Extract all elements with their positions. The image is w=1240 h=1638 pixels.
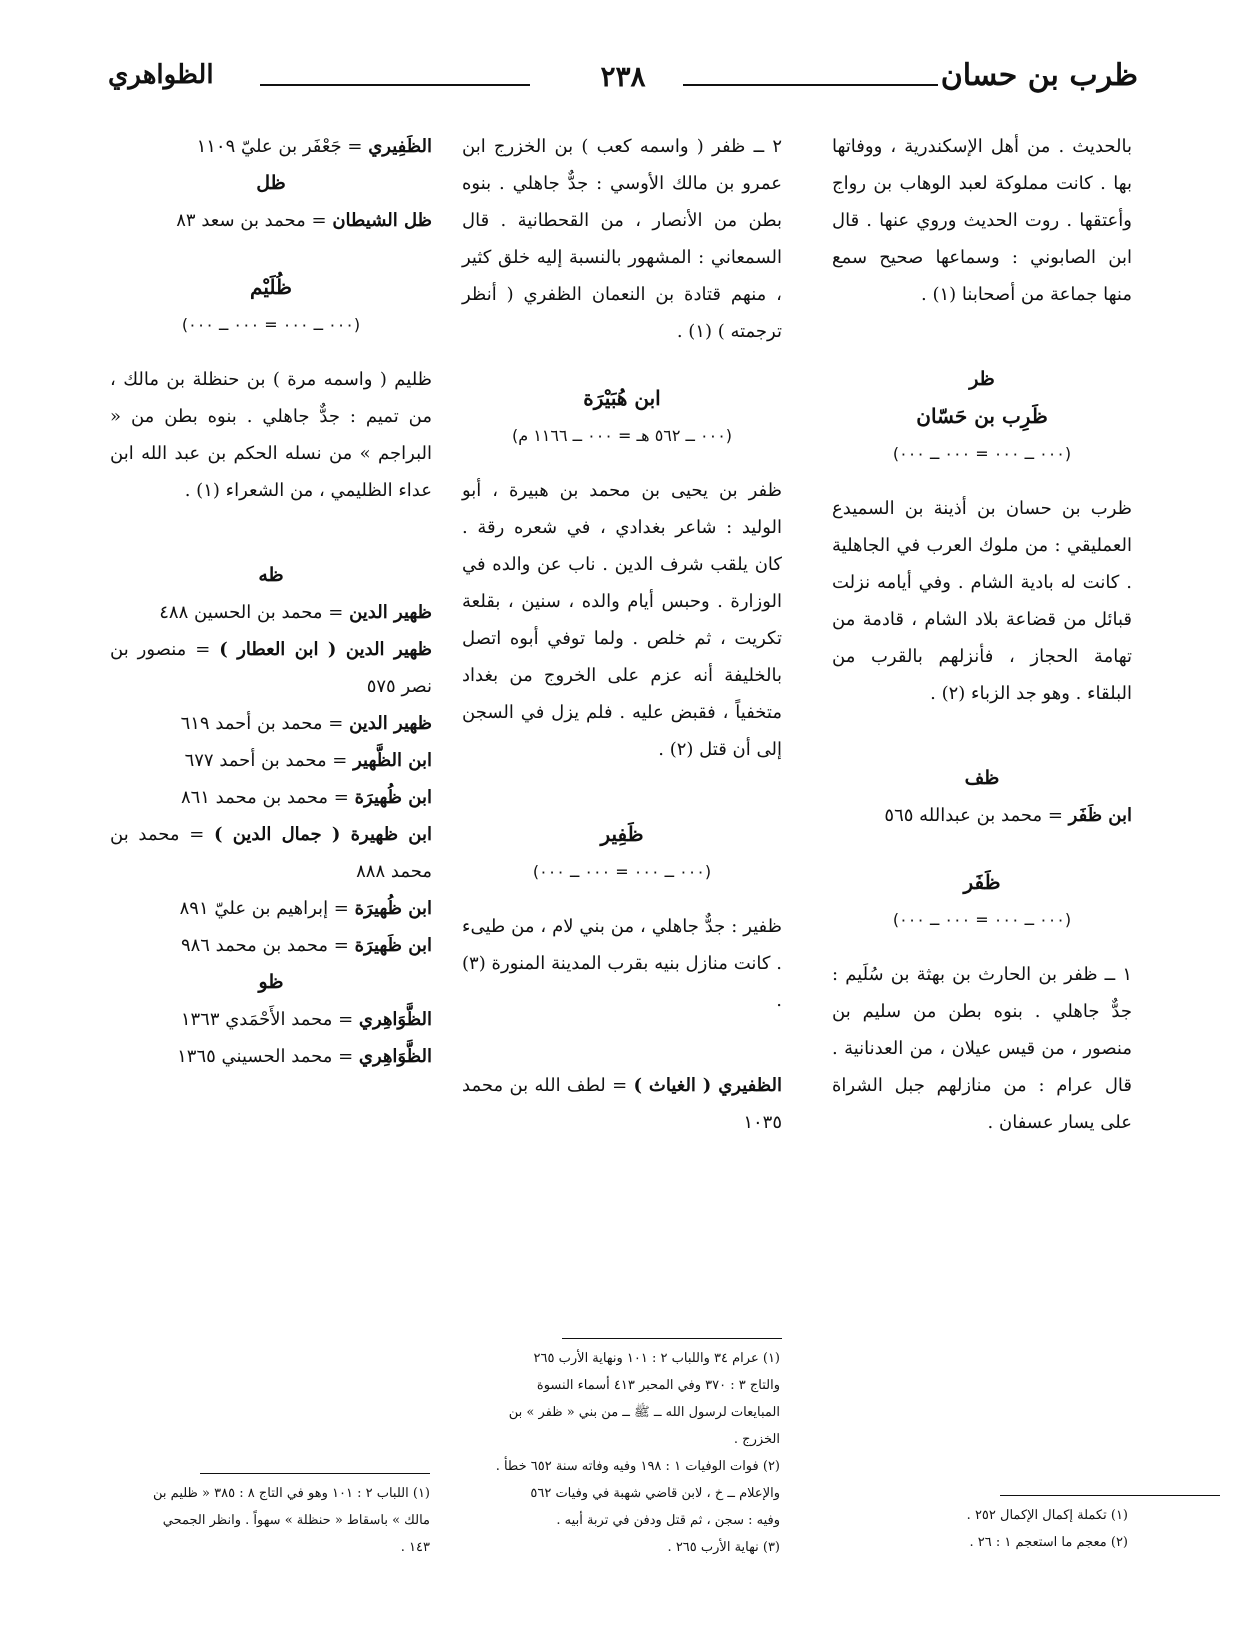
- index-entry: [110, 631, 432, 705]
- index-entry: [110, 705, 432, 742]
- index-head: الظَّوَاهِري: [358, 1009, 432, 1030]
- footnote: (٣) نهاية الأرب ٢٦٥ .: [667, 1540, 780, 1555]
- index-ref: = محمد بن أحمد ٦٧٧: [184, 750, 354, 771]
- entry-title: ابن هُبَيْرَة: [583, 386, 661, 410]
- footnotes-left: [108, 1480, 430, 1561]
- footnote: وفيه : سجن ، ثم قتل ودفن في تربة أبيه .: [556, 1513, 780, 1528]
- index-head: ابن ظَفَر: [1068, 805, 1132, 826]
- index-head: الظَّوَاهِري: [358, 1046, 432, 1067]
- index-ref: = جَعْفَر بن عليّ ١١٠٩: [196, 136, 369, 157]
- letter-heading: ظل: [256, 172, 286, 194]
- entry-dates: (٠٠٠ ــ ٥٦٢ هـ = ٠٠٠ ــ ١١٦٦ م): [511, 426, 733, 445]
- letter-heading: ظو: [258, 971, 284, 993]
- header-rule-left: [260, 84, 530, 86]
- index-head: ظهير الدين: [349, 602, 432, 623]
- entry-dates: (٠٠٠ ــ ٠٠٠ = ٠٠٠ ــ ٠٠٠): [892, 910, 1072, 929]
- footnotes-right: [820, 1502, 1128, 1556]
- letter-heading: ظف: [964, 767, 1000, 789]
- index-head: الظفيري ( الغياث ): [633, 1075, 782, 1096]
- index-ref: = محمد بن عبدالله ٥٦٥: [884, 805, 1069, 826]
- index-ref: = محمد بن محمد ٨٦١: [180, 787, 355, 808]
- index-entry: [110, 742, 432, 779]
- index-ref: = محمد بن الحسين ٤٨٨: [159, 602, 350, 623]
- index-ref: = منصور بن نصر ٥٧٥: [110, 639, 432, 697]
- index-head: الظَفِيري: [368, 136, 432, 157]
- index-head: ظهير الدين ( ابن العطار ): [219, 639, 432, 660]
- index-entry: [110, 890, 432, 927]
- index-entry: [110, 927, 432, 964]
- footnote: والتاج ٣ : ٣٧٠ وفي المحبر ٤١٣ أسماء النسوة: [536, 1378, 780, 1393]
- index-head: ابن ظَهيرَة: [354, 935, 432, 956]
- index-ref: = إبراهيم بن عليّ ٨٩١: [179, 898, 355, 919]
- index-entry: [110, 202, 432, 239]
- index-head: ابن ظُهيرَة: [354, 787, 432, 808]
- index-ref: = محمد بن سعد ٨٣: [176, 210, 333, 231]
- footnote: (٢) معجم ما استعجم ١ : ٢٦ .: [969, 1535, 1128, 1550]
- entry-title: ظُلَيْم: [250, 275, 292, 299]
- index-head: ظهير الدين: [349, 713, 432, 734]
- page-number: ٢٣٨: [600, 60, 646, 93]
- entry-dates: (٠٠٠ ــ ٠٠٠ = ٠٠٠ ــ ٠٠٠): [181, 315, 361, 334]
- entry-title: ظَفِير: [600, 822, 644, 846]
- running-title: ظرب بن حسان: [940, 58, 1138, 93]
- letter-heading: ظر: [969, 368, 995, 390]
- header-rule-right: [683, 84, 938, 86]
- footnote: (١) عرام ٣٤ واللباب ٢ : ١٠١ ونهاية الأرب ٢٦٥: [533, 1351, 780, 1366]
- paragraph: ظرب بن حسان بن أذينة بن السميدع العمليقي : من ملوك العرب في الجاهلية . كانت له بادية الشام . وفي أيامه نزلت قبائل من قضاعة بلاد الشام ، قادمة من تهامة الحجاز ، فأنزلهم بالقرب من البلقاء . وهو جد الزباء (٢) .: [832, 498, 1132, 704]
- footnotes-middle: [460, 1345, 780, 1561]
- index-head: ابن الظَّهير: [353, 750, 432, 771]
- index-ref: = محمد الحسيني ١٣٦٥: [177, 1046, 359, 1067]
- index-ref: = محمد بن محمد ٨٨٨: [110, 824, 432, 882]
- index-entry: [110, 779, 432, 816]
- footnote: ١٤٣ .: [400, 1540, 430, 1555]
- footnote: مالك » باسقاط « حنظلة » سهواً . وانظر الجمحي: [162, 1513, 430, 1528]
- index-head: ابن ظهيرة ( جمال الدين ): [213, 824, 432, 845]
- page-header: [108, 58, 1138, 102]
- footnote: الخزرج .: [733, 1432, 780, 1447]
- last-entry-heading: الظواهري: [108, 60, 214, 90]
- index-entry: [110, 128, 432, 165]
- index-entry: [110, 816, 432, 890]
- paragraph: ظليم ( واسمه مرة ) بن حنظلة بن مالك ، من تميم : جدٌّ جاهلي . بنوه بطن من « البراجم » من نسله الحكم بن عبد الله ابن عداء الظليمي ، من الشعراء (١) .: [110, 369, 432, 501]
- entry-dates: (٠٠٠ ــ ٠٠٠ = ٠٠٠ ــ ٠٠٠): [532, 862, 712, 881]
- footnote: المبايعات لرسول الله ــ ﷺ ــ من بني « ظفر » بن: [508, 1405, 780, 1420]
- column-right: [832, 128, 1132, 1141]
- index-entry: [110, 594, 432, 631]
- paragraph: ١ ــ ظفر بن الحارث بن بهثة بن سُلَيم : جدٌّ جاهلي . بنوه بطن من سليم بن منصور ، من قيس عيلان ، من العدنانية . قال عرام : من منازلهم جبل الشراة على يسار عسفان .: [832, 964, 1132, 1133]
- footnote: والإعلام ــ خ ، لابن قاضي شهبة في وفيات ٥٦٢: [530, 1486, 780, 1501]
- index-head: ظل الشيطان: [332, 210, 432, 231]
- index-entry: [110, 1001, 432, 1038]
- index-ref: = محمد بن أحمد ٦١٩: [180, 713, 350, 734]
- index-entry: [462, 1067, 782, 1141]
- paragraph: ظفر بن يحيى بن محمد بن هبيرة ، أبو الوليد : شاعر بغدادي ، في شعره رقة . كان يلقب شرف الدين . ناب عن والده في الوزارة . وحبس أيام والده ، سنين ، بقلعة تكريت ، ثم خلص . ولما توفي أبوه اتصل بالخليفة أنه عزم على الخروج من بغداد متخفياً ، فقبض عليه . فلم يزل في السجن إلى أن قتل (٢) .: [462, 480, 782, 760]
- column-left: [110, 128, 432, 1075]
- entry-title: ظَرِب بن حَسّان: [916, 404, 1048, 428]
- paragraph: ظفير : جدٌّ جاهلي ، من بني لام ، من طيىء . كانت منازل بنيه بقرب المدينة المنورة (٣) .: [462, 916, 782, 1011]
- footnote-rule-right: [1000, 1495, 1220, 1496]
- footnote: (٢) فوات الوفيات ١ : ١٩٨ وفيه وفاته سنة ٦٥٢ خطأ .: [495, 1459, 780, 1474]
- letter-heading: ظه: [258, 564, 284, 586]
- footnote-rule-left: [200, 1473, 430, 1474]
- column-middle: [462, 128, 782, 1141]
- index-ref: = محمد بن محمد ٩٨٦: [180, 935, 355, 956]
- index-ref: = محمد الأَحْمَدي ١٣٦٣: [180, 1009, 359, 1030]
- footnote: (١) تكملة إكمال الإكمال ٢٥٢ .: [966, 1508, 1128, 1523]
- footnote-rule-middle: [562, 1338, 782, 1339]
- index-entry: [110, 1038, 432, 1075]
- entry-dates: (٠٠٠ ــ ٠٠٠ = ٠٠٠ ــ ٠٠٠): [892, 444, 1072, 463]
- index-ref: = لطف الله بن محمد ١٠٣٥: [462, 1075, 782, 1133]
- index-entry: [832, 797, 1132, 834]
- footnote: (١) اللباب ٢ : ١٠١ وهو في التاج ٨ : ٣٨٥ « ظليم بن: [153, 1486, 430, 1501]
- paragraph: ٢ ــ ظفر ( واسمه كعب ) بن الخزرج ابن عمرو بن مالك الأوسي : جدٌّ جاهلي . بنوه بطن من الأنصار ، من القحطانية . قال السمعاني : المشهور بالنسبة إليه خلق كثير ، منهم قتادة بن النعمان الظفري ( أنظر ترجمته ) (١) .: [462, 136, 782, 342]
- paragraph: بالحديث . من أهل الإسكندرية ، ووفاتها بها . كانت مملوكة لعبد الوهاب بن رواج وأعتقها . روت الحديث وروي عنها . قال ابن الصابوني : وسماعها صحيح سمع منها جماعة من أصحابنا (١) .: [832, 136, 1132, 305]
- index-head: ابن ظُهيرَة: [354, 898, 432, 919]
- entry-title: ظَفَر: [963, 870, 1001, 894]
